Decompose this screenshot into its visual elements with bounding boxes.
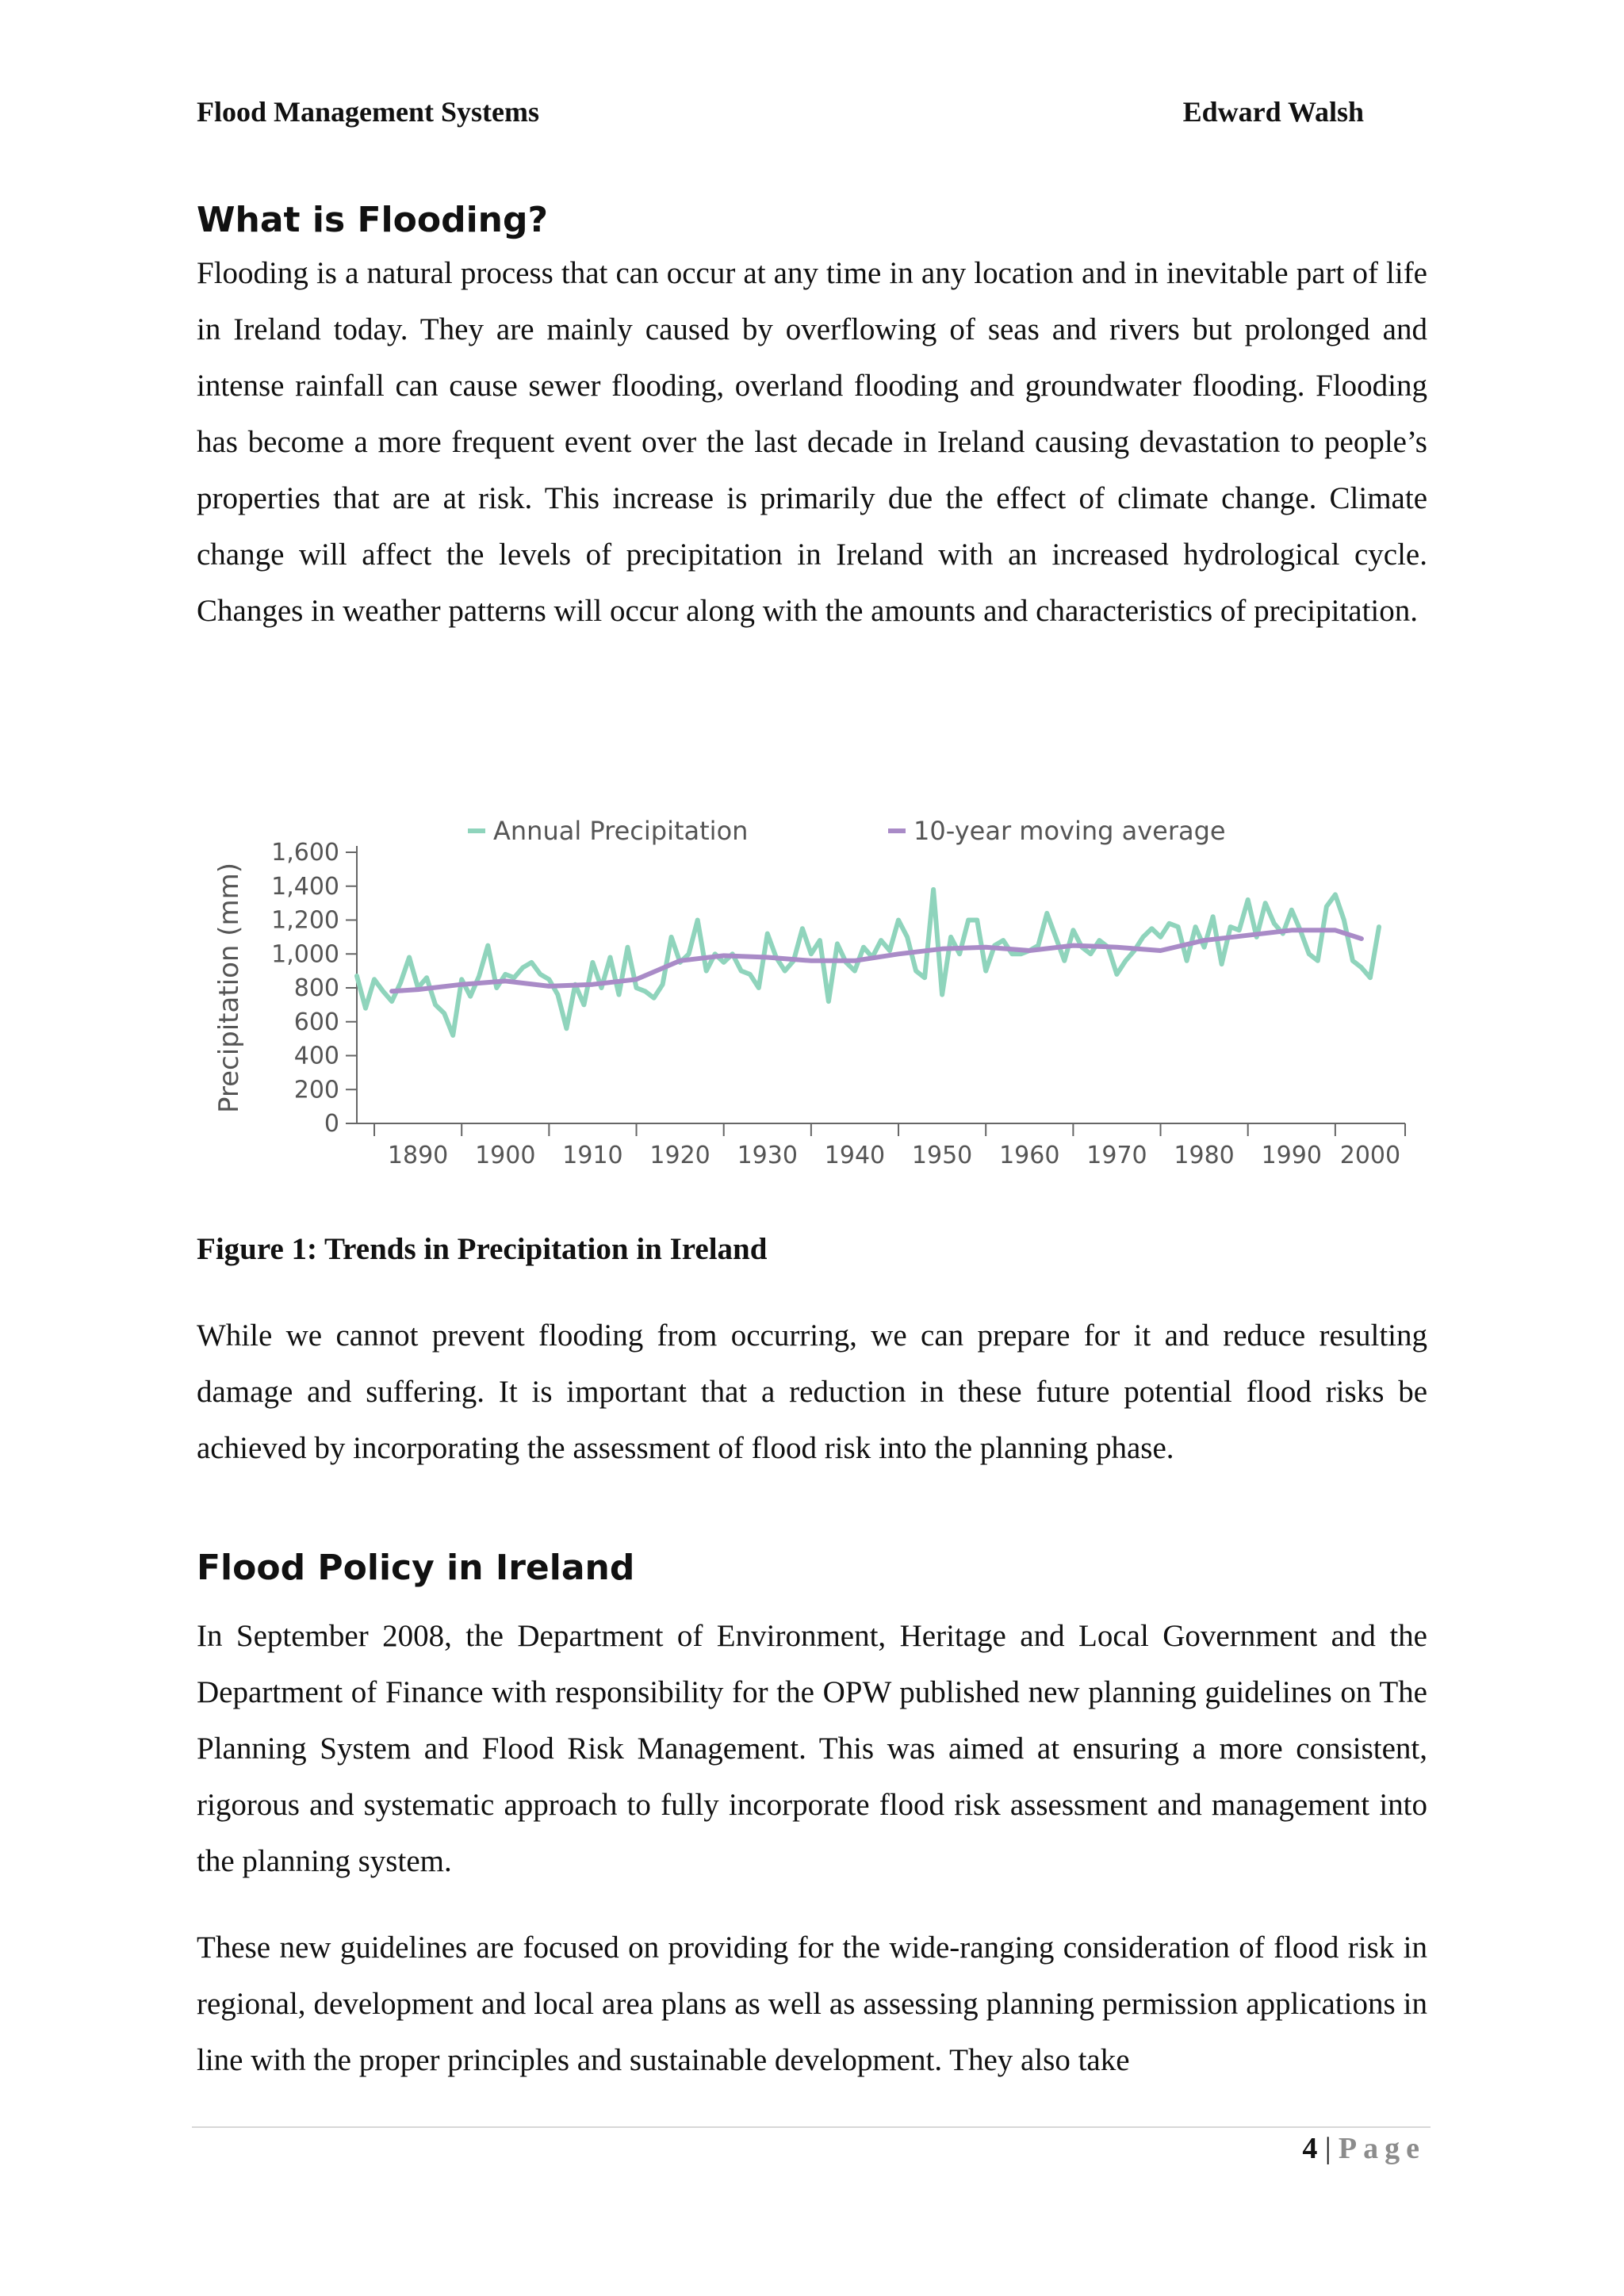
paragraph-policy-2008: In September 2008, the Department of Environment, Heritage and Local Government and the Department of Finance with responsibility for the OPW published new planning guidelines on The Planning System and Flood Risk Management. This was aimed at ensuring a more consistent, rigorous and systematic approach to fully incorporate flood risk assessment and management into the planning system. (197, 1619, 1427, 1878)
page-header (197, 95, 1364, 135)
paragraph-policy-guidelines: These new guidelines are focused on providing for the wide-ranging consideration of flood risk in regional, development and local area plans as well as assessing planning permission applications in line with the proper principles and sustainable development. They also take (197, 1931, 1427, 2077)
x-tick-label-1960: 1960 (999, 1142, 1060, 1169)
x-tick-label-1970: 1970 (1086, 1142, 1147, 1169)
x-tick-label-1920: 1920 (649, 1142, 710, 1169)
y-tick-label-1200: 1,200 (271, 906, 339, 935)
x-tick-label-1990: 1990 (1261, 1142, 1322, 1169)
legend-label-0: Annual Precipitation (493, 816, 749, 846)
x-tick-label-1950: 1950 (911, 1142, 973, 1169)
header-author: Edward Walsh (1182, 96, 1364, 128)
x-tick-label-1940: 1940 (824, 1142, 886, 1169)
x-tick-label-1890: 1890 (387, 1142, 449, 1169)
page-number: 4 (1302, 2132, 1318, 2165)
y-tick-label-1000: 1,000 (271, 940, 339, 969)
x-tick-label-1930: 1930 (737, 1142, 798, 1169)
legend-label-1: 10-year moving average (914, 816, 1226, 846)
paragraph-flooding-intro: Flooding is a natural process that can occur at any time in any location and in inevitable part of life in Ireland today. They are mainly caused by overflowing of seas and rivers but prolonged and intense rainfall can cause sewer flooding, overland flooding and groundwater flooding. Flooding has become a more frequent event over the last decade in Ireland causing devastation to people’s properties that are at risk. This increase is primarily due the effect of climate change. Climate change will affect the levels of precipitation in Ireland with an increased hydrological cycle. Changes in weather patterns will occur along with the amounts and characteristics of precipitation. (197, 256, 1427, 628)
y-tick-label-600: 600 (293, 1008, 339, 1036)
y-tick-label-200: 200 (293, 1076, 339, 1104)
x-tick-label-2000: 2000 (1339, 1142, 1401, 1169)
figure-caption: Figure 1: Trends in Precipitation in Ireland (197, 1232, 768, 1266)
y-tick-label-400: 400 (293, 1042, 339, 1070)
x-tick-label-1900: 1900 (475, 1142, 536, 1169)
page-label: Page (1338, 2132, 1426, 2165)
y-tick-label-1400: 1,400 (271, 872, 339, 901)
footer-divider (192, 2126, 1431, 2128)
x-tick-label-1980: 1980 (1174, 1142, 1235, 1169)
x-tick-label-1910: 1910 (562, 1142, 623, 1169)
paragraph-flood-prevention: While we cannot prevent flooding from occurring, we can prepare for it and reduce resulting damage and suffering. It is important that a reduction in these future potential flood risks be achieved by incorporating the assessment of flood risk into the planning phase. (197, 1318, 1427, 1465)
series-annual-precipitation (357, 890, 1379, 1035)
y-tick-label-1600: 1,600 (271, 839, 339, 867)
y-axis-label: Precipitation (mm) (213, 862, 245, 1114)
precipitation-chart-svg (198, 809, 1435, 1189)
y-tick-label-0: 0 (324, 1110, 339, 1138)
section-heading-flood-policy: Flood Policy in Ireland (197, 1548, 635, 1588)
page-separator: | (1324, 2132, 1331, 2165)
section-heading-what-is-flooding: What is Flooding? (197, 200, 549, 240)
precipitation-chart (198, 809, 1435, 1189)
y-tick-label-800: 800 (293, 974, 339, 1002)
series-moving-average (392, 930, 1362, 991)
header-title: Flood Management Systems (197, 96, 539, 128)
page-footer (1302, 2131, 1426, 2166)
